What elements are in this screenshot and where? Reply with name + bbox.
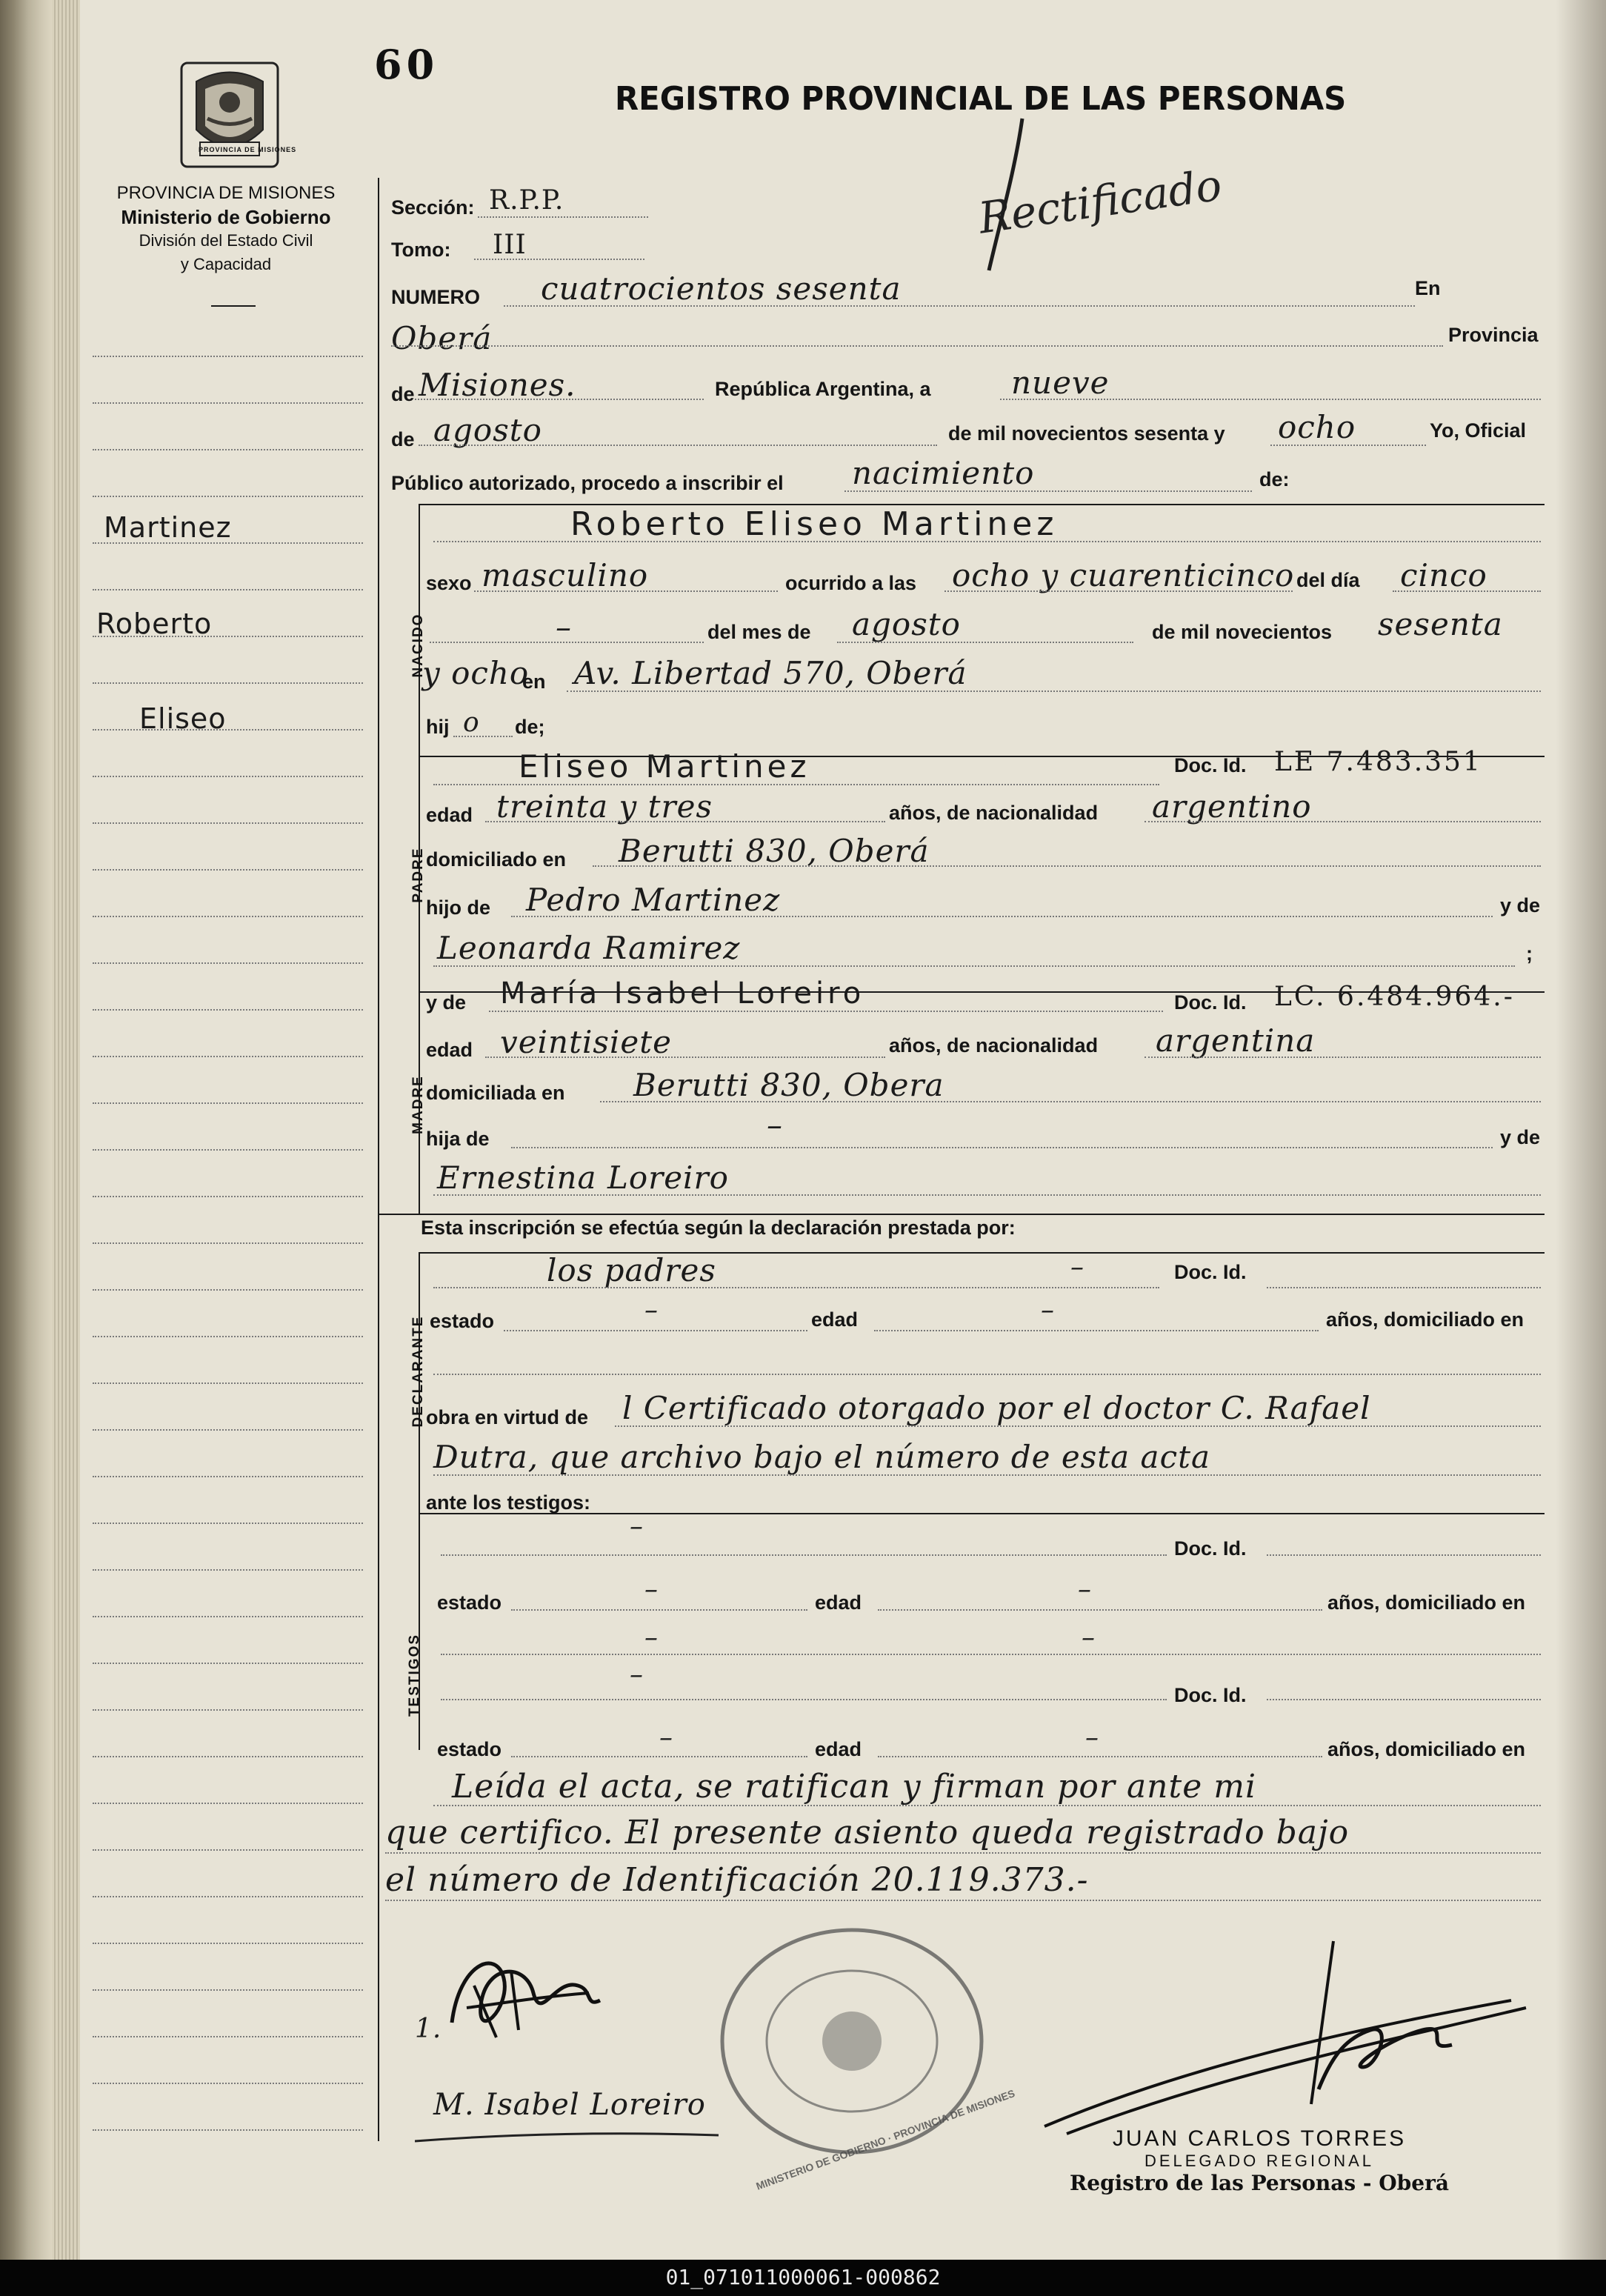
margin-rule-line [93,916,363,917]
declarante-intro: Esta inscripción se efectúa según la declaración prestada por: [421,1217,1016,1239]
declarante-obra-line1: l Certificado otorgado por el doctor C. Rafael [622,1390,1371,1426]
declarante-dash: – [1070,1252,1084,1282]
stamp-text: MINISTERIO DE GOBIERNO · PROVINCIA DE MISIONES [754,2087,1017,2192]
declarante-obra-label: obra en virtud de [426,1406,589,1428]
madre-name: María Isabel Loreiro [500,976,865,1011]
margin-rule-line [93,962,363,964]
declarante-ante-label: ante los testigos: [426,1491,591,1514]
margin-rule-line [93,496,363,497]
annotation-stroke [970,111,1059,282]
testigo2-estado-value: – [659,1723,673,1753]
book-page-edges [52,0,80,2260]
anio-value-1: sesenta [1378,606,1503,642]
margin-rule-line [93,589,363,590]
margin-rule-line [93,1896,363,1897]
oficial-label: Yo, Oficial [1430,419,1527,442]
testigo1-dom-dash1: – [644,1623,659,1653]
margin-rule-line [93,1382,363,1384]
margin-note-name2: Eliseo [139,702,227,735]
margin-rule-line [93,682,363,684]
padre-side-label: PADRE [410,847,426,903]
madre-side-label: MADRE [410,1075,426,1134]
issuer-block [89,182,363,276]
tomo-value: III [493,230,527,260]
hij-de-label: de; [515,716,545,738]
madre-abuela-value: Ernestina Loreiro [437,1159,729,1196]
mes-value: agosto [852,606,961,642]
year-value: ocho [1278,409,1356,445]
margin-rule-line [93,1429,363,1431]
margin-rule-line [93,1149,363,1151]
province-seal-icon [174,59,285,170]
official-name: JUAN CARLOS TORRES [1112,2126,1407,2151]
margin-rule-line [93,2083,363,2084]
margin-rule-line [93,776,363,777]
testigo1-name: – [630,1511,644,1542]
ocurrido-label: ocurrido a las [785,572,917,594]
numero-label: NUMERO [391,286,480,308]
testigo2-estado-label: estado [437,1738,502,1760]
margin-rule-line [93,822,363,824]
hora-value: ocho y cuarenticinco [952,557,1295,593]
publico-label: Público autorizado, procedo a inscribir el [391,472,784,494]
official-signature [1037,1919,1541,2141]
closing-line-1: Leída el acta, se ratifican y firman por ante mi [452,1768,1257,1806]
declarante-edad-label: edad [811,1308,859,1331]
mil-label: de mil novecientos [1152,621,1333,643]
day-value: nueve [1011,365,1110,401]
madre-nac-label: años, de nacionalidad [889,1034,1099,1057]
dia-dash: – [556,609,572,645]
declarante-edad-value: – [1041,1295,1055,1325]
en-label: En [1415,277,1441,299]
testigo1-dom-dash2: – [1082,1623,1096,1653]
madre-doc-value: LC. 6.484.964.- [1274,982,1515,1012]
closing-line-2: que certifico. El presente asiento queda registrado bajo [385,1814,1350,1851]
margin-rule-line [93,869,363,871]
testigo2-name: – [630,1660,644,1690]
official-block [1000,2126,1519,2195]
de-label2: de [391,428,415,450]
year-label: de mil novecientos sesenta y [948,422,1225,445]
padre-name: Eliseo Martinez [519,748,810,785]
testigo1-doc-label: Doc. Id. [1174,1537,1247,1560]
padre-hijo-value: Pedro Martinez [526,882,781,918]
margin-rule-line [93,1943,363,1944]
official-title: DELEGADO REGIONAL [1144,2152,1375,2170]
margin-rule-line [93,1756,363,1757]
hij-label: hij [426,716,450,738]
page-shadow [1556,0,1606,2260]
margin-rule-line [93,1803,363,1804]
padre-dom-value: Berutti 830, Oberá [619,833,930,869]
seal-caption: PROVINCIA DE MISIONES [199,146,297,153]
testigo1-anios-label: años, domiciliado en [1327,1591,1526,1614]
republica-label: República Argentina, a [715,378,931,400]
father-signature [430,1934,607,2060]
declarante-estado-label: estado [430,1310,495,1332]
issuer-capacidad: y Capacidad [180,255,272,273]
issuer-ministry: Ministerio de Gobierno [121,206,331,228]
madre-yde2-label: y de [1500,1126,1541,1148]
lugar-en-label: en [522,671,546,693]
margin-rule-line [93,1336,363,1337]
margin-rule-line [93,1476,363,1477]
anio-value-2: y ocho [422,655,530,691]
tomo-label: Tomo: [391,239,451,261]
madre-yde-label: y de [426,991,467,1014]
margin-rule-line [93,2036,363,2037]
margin-rule-line [93,1102,363,1104]
official-office: Registro de las Personas - Oberá [1070,2171,1449,2195]
sexo-value: masculino [482,557,649,593]
margin-rule-line [93,1523,363,1524]
nacido-name: Roberto Eliseo Martinez [570,505,1059,543]
declarante-side-label: DECLARANTE [410,1315,426,1428]
padre-yde-label: y de [1500,894,1541,916]
padre-edad-label: edad [426,804,473,826]
madre-edad-label: edad [426,1039,473,1061]
margin-rule-line [93,1709,363,1711]
testigo2-edad-label: edad [815,1738,862,1760]
margin-rule-line [93,1242,363,1244]
madre-dom-label: domiciliada en [426,1082,565,1104]
madre-dom-value: Berutti 830, Obera [633,1067,944,1103]
declarante-name: los padres [547,1252,716,1288]
margin-rule-line [93,1009,363,1011]
testigo1-edad-value: – [1078,1574,1092,1605]
testigo1-edad-label: edad [815,1591,862,1614]
padre-doc-value: LE 7.483.351 [1274,747,1482,777]
signature-1-prefix: 1. [415,2014,442,2044]
document-title: REGISTRO PROVINCIAL DE LAS PERSONAS [615,80,1347,118]
issuer-underline [211,305,256,307]
margin-rule-line [93,1289,363,1291]
closing-line-3: el número de Identificación 20.119.373.- [385,1861,1089,1899]
de-label: de [391,383,415,405]
seccion-label: Sección: [391,196,475,219]
declarante-obra-line2: Dutra, que archivo bajo el número de esta acta [433,1439,1211,1475]
testigo2-doc-label: Doc. Id. [1174,1684,1247,1706]
mother-signature: M. Isabel Loreiro [433,2088,706,2122]
margin-rule-line [93,729,363,731]
month-value: agosto [433,412,542,448]
issuer-division: División del Estado Civil [139,231,313,250]
province-value: Misiones. [419,367,576,403]
place-value: Oberá [391,320,493,356]
padre-semicolon: ; [1526,942,1533,965]
padre-nac-value: argentino [1152,788,1312,825]
acto-value: nacimiento [852,455,1035,491]
margin-rule-line [93,2129,363,2131]
margin-note-surname: Martinez [104,511,232,544]
margin-rule-line [93,1616,363,1617]
padre-edad-value: treinta y tres [496,788,713,825]
mes-label: del mes de [707,621,811,643]
madre-edad-value: veintisiete [500,1024,672,1060]
provincia-label: Provincia [1448,324,1539,346]
madre-doc-label: Doc. Id. [1174,991,1247,1014]
padre-nac-label: años, de nacionalidad [889,802,1099,824]
margin-rule-line [93,1196,363,1197]
testigo1-estado-label: estado [437,1591,502,1614]
padre-dom-label: domiciliado en [426,848,567,871]
testigo2-anios-label: años, domiciliado en [1327,1738,1526,1760]
rectificado-annotation: Rectificado [975,159,1225,244]
margin-rule-line [93,1056,363,1057]
padre-doc-label: Doc. Id. [1174,754,1247,776]
issuer-province: PROVINCIA DE MISIONES [116,183,336,203]
padre-hijo-label: hijo de [426,896,490,919]
testigo2-edad-value: – [1085,1723,1099,1753]
de-colon-label: de: [1259,468,1290,490]
margin-note-name1: Roberto [96,608,213,640]
dia-label: del día [1296,569,1360,591]
seccion-value: R.P.P. [489,185,564,216]
margin-rule-line [93,1849,363,1851]
declarante-estado-value: – [644,1295,659,1325]
margin-rule-line [93,1989,363,1991]
dia-value: cinco [1400,557,1487,593]
official-stamp [711,1919,993,2163]
margin-rule-line [93,1663,363,1664]
book-binding [0,0,52,2260]
main-column-rule [378,178,379,2141]
numero-value: cuatrocientos sesenta [541,270,902,307]
footer-code: 01_071011000061-000862 [665,2265,941,2289]
madre-hija-label: hija de [426,1128,490,1150]
lugar-value: Av. Libertad 570, Oberá [574,655,967,691]
padre-madre-value: Leonarda Ramirez [437,930,741,966]
madre-hija-value: – [767,1107,783,1143]
page-number: 60 [374,41,439,88]
margin-rule-line [93,1569,363,1571]
madre-nac-value: argentina [1156,1022,1316,1059]
hij-value: o [463,708,480,738]
declarante-doc-label: Doc. Id. [1174,1261,1247,1283]
nacido-side-label: NACIDO [410,613,426,678]
mother-signature-underline [415,2126,726,2149]
declarante-anios-label: años, domiciliado en [1326,1308,1525,1331]
margin-rule-line [93,402,363,404]
testigos-side-label: TESTIGOS [407,1633,422,1717]
sexo-label: sexo [426,572,472,594]
testigo1-estado-value: – [644,1574,659,1605]
margin-rule-line [93,449,363,450]
margin-rule-line [93,356,363,357]
